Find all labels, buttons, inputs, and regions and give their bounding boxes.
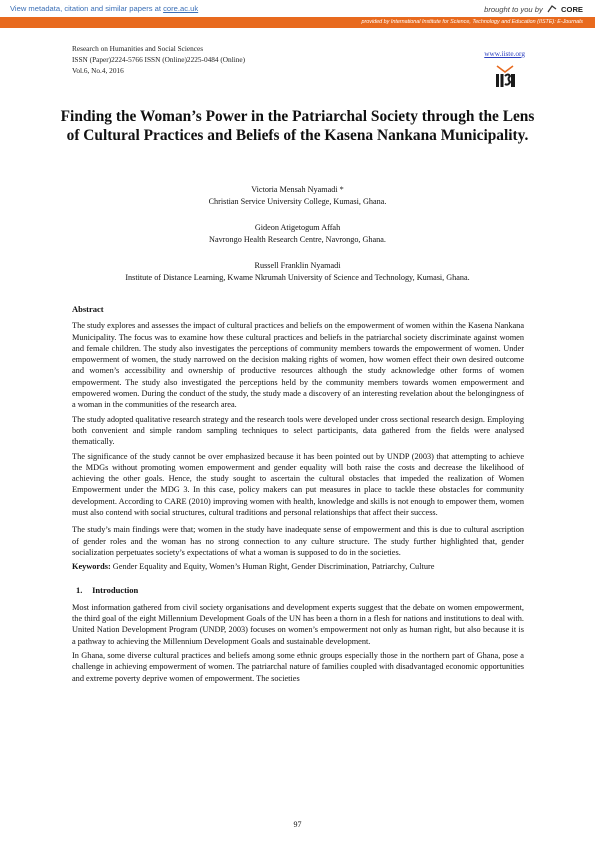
author-name: Russell Franklin Nyamadi: [254, 261, 341, 270]
iiste-logo: [494, 64, 516, 90]
journal-issn: ISSN (Paper)2224-5766 ISSN (Online)2225-0484 (Online): [72, 55, 246, 64]
abstract-paragraph: The study adopted qualitative research strategy and the research tools were developed under cross sectional research design. Employing both convenient and simple random sampling techniques to select participants, data gathered from the fields were analysed thematically.: [72, 414, 524, 447]
paper-title: Finding the Woman’s Power in the Patriarchal Society through the Lens of Cultural Practices and Beliefs of the Kasena Nankana Municipality.: [60, 108, 535, 144]
provider-banner: [0, 17, 595, 28]
abstract-paragraph: The study’s main findings were that; women in the study have inadequate sense of empowerment and this is due to cultural ascription of gender roles and the woman has no strong connection to any culture structure. The study further highlighted that, gender socialization perpetuates society’s expectations of what a woman is supposed to do in the societies.: [72, 525, 524, 557]
keywords-line: [72, 561, 524, 572]
abstract-heading: Abstract: [72, 304, 104, 314]
author-list: [60, 184, 535, 298]
core-logo-icon: [547, 5, 557, 13]
journal-name: Research on Humanities and Social Sciences: [72, 44, 204, 53]
author-name: Gideon Atigetogum Affah: [254, 223, 341, 232]
section-number: 1.: [76, 584, 83, 595]
journal-info: [72, 43, 245, 76]
keywords-text: Gender Equality and Equity, Women’s Human Right, Gender Discrimination, Patriarchy, Culture: [112, 562, 435, 572]
author-block: [60, 184, 535, 208]
author-block: [60, 260, 535, 284]
core-metadata-text: View metadata, citation and similar papers at: [10, 4, 161, 13]
section-title: Introduction: [92, 584, 139, 595]
core-brought-by: [484, 4, 583, 14]
journal-website-link[interactable]: www.iiste.org: [484, 49, 525, 58]
author-name: Victoria Mensah Nyamadi *: [251, 185, 344, 194]
author-block: [60, 222, 535, 246]
author-affiliation: Institute of Distance Learning, Kwame Nkrumah University of Science and Technology, Kumasi, Ghana.: [125, 273, 470, 282]
keywords-label: Keywords:: [72, 562, 111, 572]
introduction-paragraph: In Ghana, some diverse cultural practices and beliefs among some ethnic groups especially those in the northern part of Ghana, pose a challenge in achieving empowerment of women. The patriarchal nature of families coupled with disadvantaged economic opportunities and extreme poverty deprive women of empowerment. The societies: [72, 651, 524, 683]
core-link[interactable]: core.ac.uk: [163, 4, 199, 13]
author-affiliation: Christian Service University College, Kumasi, Ghana.: [208, 197, 387, 206]
abstract-paragraph: The significance of the study cannot be over emphasized because it has been pointed out by UNDP (2003) that attempting to achieve the MDGs without promoting women empowerment and gender equality will both raise the costs and decrease the likelihood of achieving the other goals. Hence, the study sought to ascertain the cultural obstacles that impeded the realization of Women Empowerment under the MDG 3. In this case, policy makers can put measures in place to tackle these obstacles for community development. According to CARE (2010) improving women with health, knowledge and skills is not enough to empower them, women must also contend with social structures, cultural traditions and personal relationships that affect their success.: [72, 451, 524, 518]
provider-banner-text: provided by International Institute for Science, Technology and Education (IISTE): E-Journals: [361, 19, 583, 25]
core-top-bar: [0, 0, 595, 18]
page-number: 97: [293, 820, 302, 829]
abstract-paragraph: The study explores and assesses the impact of cultural practices and beliefs on the empowerment of women within the Kasena Nankana Municipality. The focus was to examine how these cultural practices and beliefs in the patriarchal society discriminate against women and female children. The study also investigates the perceptions of community members towards the empowerment of women. Under empowerment of women, the study narrowed on the decision making rights of women, how women effect their own desired outcome and women’s accessibility and ownership of productive resources although the study acknowledge other forms of women empowerment. The study also investigated the perceptions held by the community members towards women empowerment and empowered women. During the conduct of the study, the study made a discovery of an interesting revelation about the belongingness of a woman in the communities of the research area.: [72, 321, 524, 410]
core-metadata-notice: [10, 4, 198, 13]
journal-volume: Vol.6, No.4, 2016: [72, 66, 124, 75]
author-affiliation: Navrongo Health Research Centre, Navrongo, Ghana.: [209, 235, 386, 244]
paper-body: [72, 304, 524, 687]
brought-by-text: brought to you by: [484, 5, 543, 14]
journal-website-block: [484, 43, 525, 90]
core-brand[interactable]: CORE: [561, 5, 583, 14]
introduction-heading: [72, 585, 524, 596]
introduction-paragraph: Most information gathered from civil society organisations and development experts suggest that the debate on women empowerment, the third goal of the eight Millennium Development Goals of the UN has been a thorn in a flesh for nations and institutions to deal with. United Nation Development Program (UNDP, 2003) focuses on women’s empowerment not only as human right, but also because it is a pathway to achieving the Millennium Development Goals and sustainable development.: [72, 602, 524, 646]
